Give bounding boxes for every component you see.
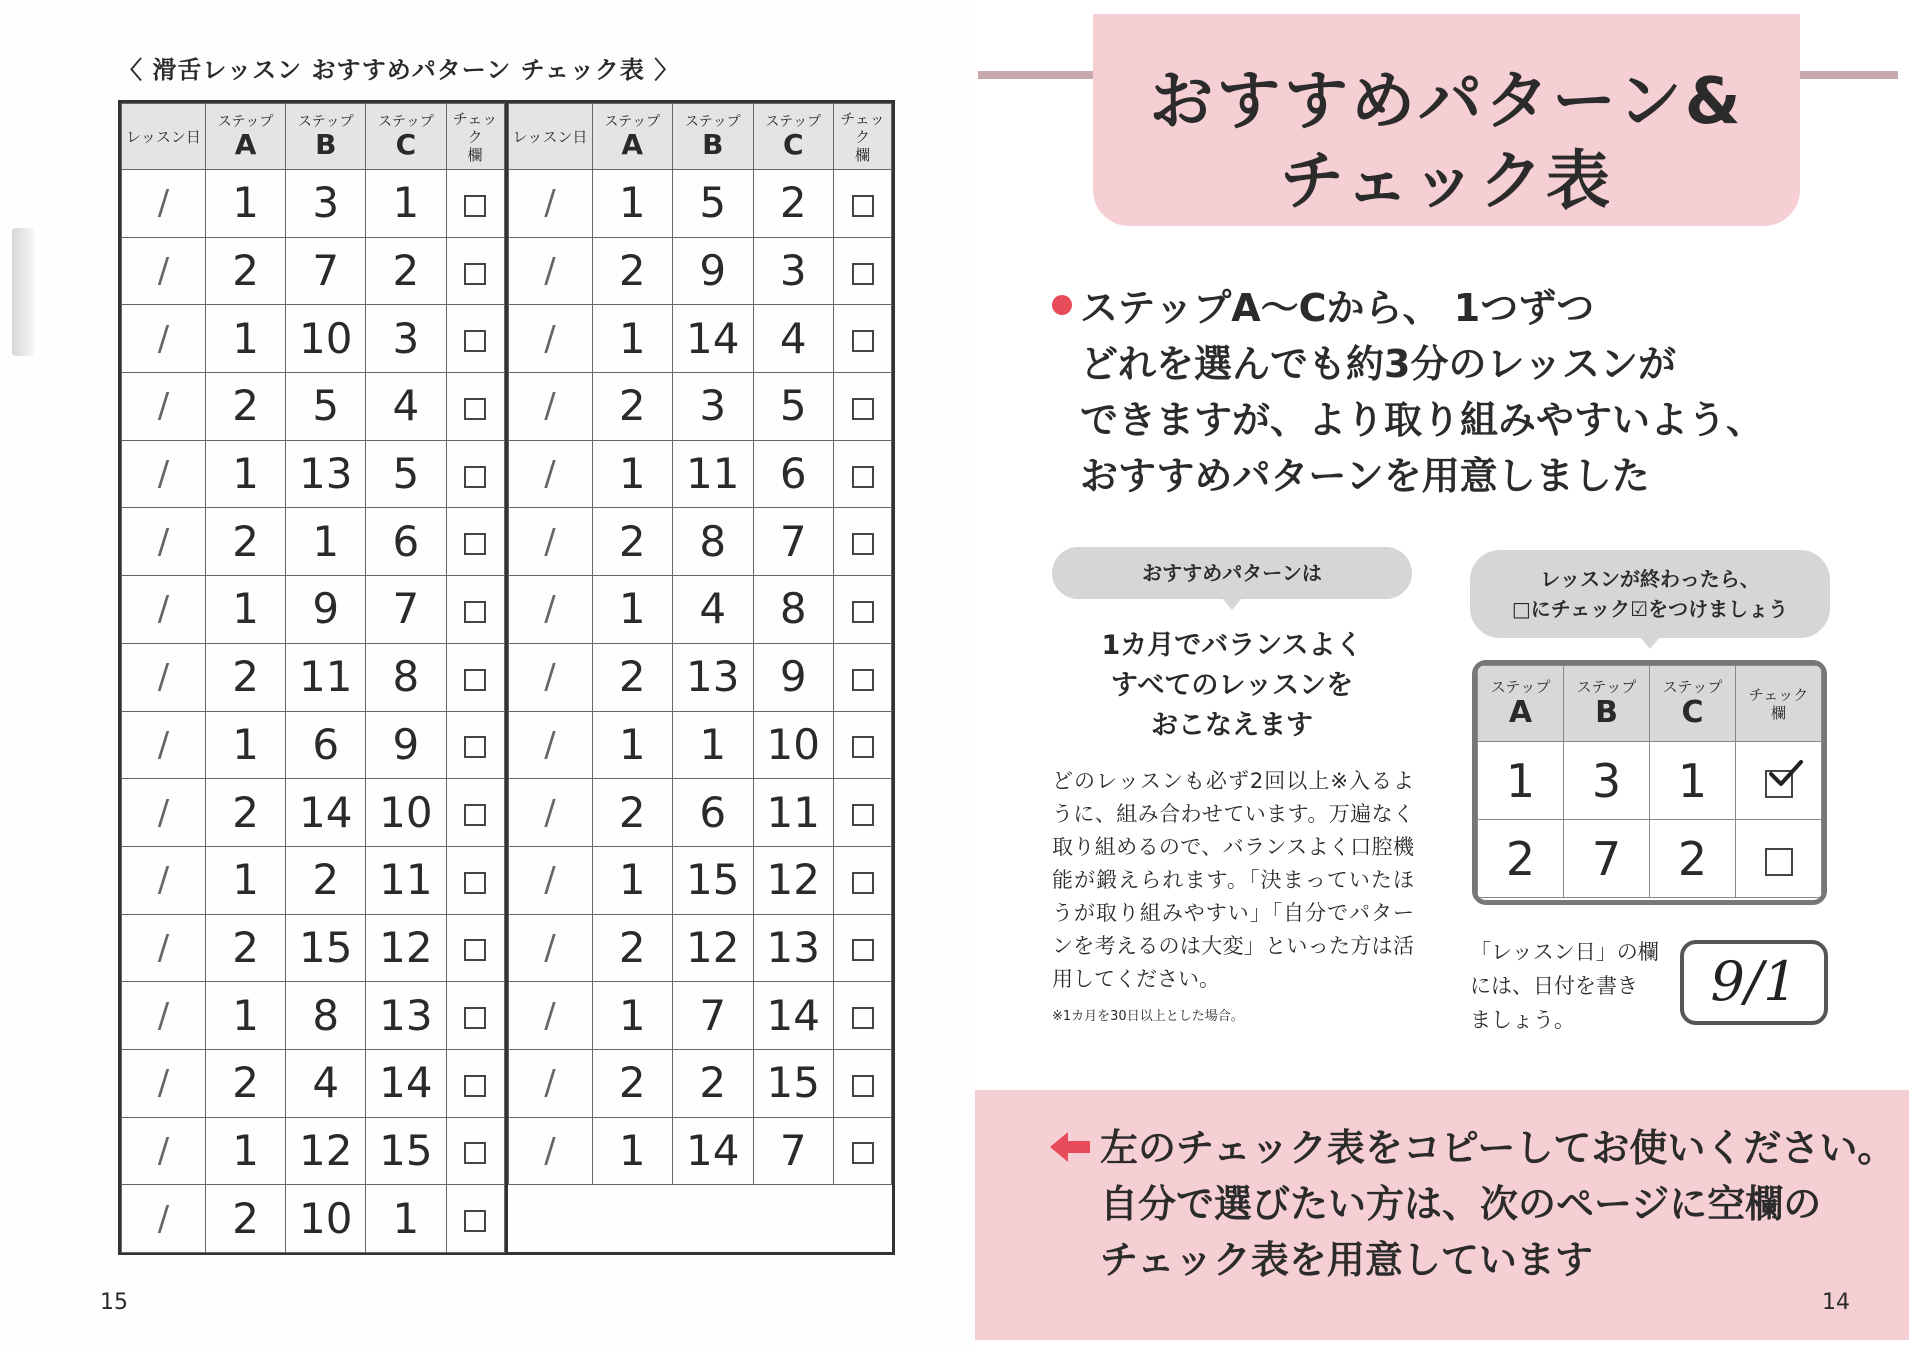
check-cell — [446, 643, 504, 711]
left-arrow-icon — [1050, 1130, 1090, 1164]
decorative-line-right — [1798, 71, 1898, 79]
lesson-day-cell[interactable]: / — [122, 846, 206, 914]
page-number-right: 14 — [1822, 1290, 1850, 1315]
step-c-cell: 13 — [753, 914, 834, 982]
lesson-day-cell[interactable]: / — [122, 373, 206, 441]
table-row — [508, 576, 892, 644]
step-a-cell: 2 — [592, 237, 673, 305]
table-row — [122, 576, 505, 644]
lesson-day-cell[interactable]: / — [508, 846, 592, 914]
checkbox-icon[interactable] — [464, 804, 486, 826]
step-a-cell: 1 — [206, 846, 286, 914]
check-cell — [834, 373, 892, 441]
header-step-a: ステップ A — [206, 104, 286, 170]
header-step-c: ステップ C — [366, 104, 446, 170]
step-b-cell: 6 — [286, 711, 366, 779]
step-b-cell: 15 — [286, 914, 366, 982]
step-c-cell: 9 — [366, 711, 446, 779]
checkbox-icon[interactable] — [852, 398, 874, 420]
check-cell — [834, 846, 892, 914]
pattern-bubble-pointer — [1222, 598, 1242, 610]
lesson-day-cell[interactable]: / — [122, 982, 206, 1050]
step-a-cell: 2 — [206, 373, 286, 441]
step-a-cell: 1 — [592, 982, 673, 1050]
step-a-cell: 1 — [592, 1117, 673, 1185]
check-table-right-half — [508, 103, 893, 1252]
step-b-cell: 14 — [673, 1117, 754, 1185]
checkbox-icon[interactable] — [464, 398, 486, 420]
step-c-cell: 5 — [753, 373, 834, 441]
footnote: ※1カ月を30日以上とした場合。 — [1052, 1009, 1244, 1024]
check-table-right — [508, 103, 893, 1253]
lesson-day-cell[interactable]: / — [122, 508, 206, 576]
lesson-day-cell[interactable]: / — [122, 1049, 206, 1117]
check-cell — [834, 170, 892, 238]
checkbox-icon[interactable] — [464, 1210, 486, 1232]
check-cell — [834, 440, 892, 508]
table-row — [122, 643, 505, 711]
lesson-day-cell[interactable]: / — [508, 576, 592, 644]
lesson-day-cell[interactable]: / — [508, 1049, 592, 1117]
table-row — [122, 373, 505, 441]
lesson-day-cell[interactable]: / — [122, 1185, 206, 1253]
step-b-cell: 9 — [673, 237, 754, 305]
table-row — [508, 711, 892, 779]
check-cell — [834, 1117, 892, 1185]
step-c-cell: 5 — [366, 440, 446, 508]
table-row — [122, 846, 505, 914]
step-b-cell: 6 — [673, 779, 754, 847]
step-b-cell: 8 — [673, 508, 754, 576]
table-row — [508, 1117, 892, 1185]
check-cell — [834, 643, 892, 711]
step-c-cell: 10 — [366, 779, 446, 847]
step-c-cell: 6 — [753, 440, 834, 508]
step-b-cell: 2 — [673, 1049, 754, 1117]
check-mark-icon — [1769, 760, 1803, 788]
header-step-c: ステップ C — [753, 104, 834, 170]
step-c-cell: 8 — [366, 643, 446, 711]
checkbox-icon[interactable] — [852, 939, 874, 961]
step-a-cell: 1 — [206, 982, 286, 1050]
table-row — [508, 440, 892, 508]
checkbox-icon[interactable] — [852, 263, 874, 285]
step-a-cell: 2 — [592, 1049, 673, 1117]
step-a-cell: 1 — [592, 170, 673, 238]
lead-text: 1カ月でバランスよく すべてのレッスンを おこなえます — [1101, 630, 1363, 741]
lesson-day-cell[interactable]: / — [122, 170, 206, 238]
step-a-cell: 1 — [206, 305, 286, 373]
lesson-day-cell[interactable]: / — [122, 576, 206, 644]
check-cell — [834, 576, 892, 644]
table-row — [508, 508, 892, 576]
step-a-cell: 2 — [592, 779, 673, 847]
step-c-cell: 7 — [753, 1117, 834, 1185]
check-cell — [834, 779, 892, 847]
step-b-cell: 5 — [286, 373, 366, 441]
bottom-text: 左のチェック表をコピーしてお使いください。 自分で選びたい方は、次のページに空欄の チェック表を用意しています — [1100, 1126, 1896, 1282]
step-c-cell: 6 — [366, 508, 446, 576]
check-cell — [446, 1049, 504, 1117]
step-a-cell: 1 — [592, 305, 673, 373]
checkbox-icon[interactable] — [852, 195, 874, 217]
step-a-cell: 1 — [592, 440, 673, 508]
table-row — [508, 982, 892, 1050]
checkbox-icon[interactable] — [852, 1142, 874, 1164]
checkbox-icon[interactable] — [852, 1075, 874, 1097]
header-lesson-day: レッスン日 — [508, 104, 592, 170]
step-a-cell: 2 — [592, 373, 673, 441]
check-table-title: 〈 滑舌レッスン おすすめパターン チェック表 〉 — [118, 56, 680, 84]
checkbox-icon[interactable] — [464, 330, 486, 352]
checkbox-icon[interactable] — [852, 466, 874, 488]
table-row — [122, 305, 505, 373]
header-check: チェック 欄 — [446, 104, 504, 170]
step-c-cell: 10 — [753, 711, 834, 779]
table-row — [508, 779, 892, 847]
header-check: チェック 欄 — [834, 104, 892, 170]
sample-table — [1472, 660, 1827, 905]
lesson-day-cell[interactable]: / — [122, 914, 206, 982]
sample-check-table — [1477, 665, 1822, 898]
step-b-cell: 4 — [673, 576, 754, 644]
step-b-cell: 3 — [673, 373, 754, 441]
sample-header-check: チェック 欄 — [1736, 666, 1822, 742]
check-cell — [834, 1049, 892, 1117]
lesson-day-cell[interactable]: / — [508, 779, 592, 847]
table-row — [508, 1185, 892, 1253]
lesson-day-cell[interactable]: / — [508, 170, 592, 238]
checkbox-icon[interactable] — [464, 1007, 486, 1029]
check-cell — [446, 170, 504, 238]
decorative-line-left — [978, 71, 1096, 79]
check-cell — [834, 508, 892, 576]
lesson-day-cell[interactable]: / — [122, 305, 206, 373]
body-text: どのレッスンも必ず2回以上※入るように、組み合わせています。万遍なく取り組めるので、バランスよく口腔機能が鍛えられます。「決まっていたほうが取り組みやすい」「自分でパターンを考えるのは大変」といった方は活用してください。 — [1052, 769, 1414, 991]
step-b-cell: 15 — [673, 846, 754, 914]
step-b-cell: 2 — [286, 846, 366, 914]
step-b-cell: 10 — [286, 305, 366, 373]
check-cell — [446, 305, 504, 373]
step-c-cell: 14 — [753, 982, 834, 1050]
step-c-cell: 1 — [366, 170, 446, 238]
step-b-cell: 12 — [286, 1117, 366, 1185]
lesson-day-cell[interactable]: / — [508, 305, 592, 373]
step-a-cell: 2 — [206, 779, 286, 847]
checkbox-icon[interactable] — [464, 736, 486, 758]
sample-row: 2 7 2 — [1478, 820, 1822, 898]
check-cell — [446, 846, 504, 914]
empty-row-cell — [508, 1185, 892, 1253]
step-c-cell: 3 — [753, 237, 834, 305]
step-b-cell: 9 — [286, 576, 366, 644]
step-b-cell: 13 — [673, 643, 754, 711]
step-b-cell: 3 — [286, 170, 366, 238]
table-row — [122, 170, 505, 238]
lesson-day-cell[interactable]: / — [122, 643, 206, 711]
date-note: 「レッスン日」の欄 には、日付を書き ましょう。 — [1470, 940, 1659, 1032]
check-cell — [834, 711, 892, 779]
checkbox-icon[interactable] — [852, 804, 874, 826]
step-b-cell: 10 — [286, 1185, 366, 1253]
sample-header-step-a: ステップ A — [1478, 666, 1564, 742]
check-cell — [446, 440, 504, 508]
step-c-cell: 7 — [753, 508, 834, 576]
check-table-left — [121, 103, 505, 1253]
step-c-cell: 2 — [753, 170, 834, 238]
table-row — [122, 1049, 505, 1117]
page-title-line2: チェック表 — [1279, 145, 1614, 219]
check-cell — [446, 373, 504, 441]
step-a-cell: 2 — [592, 643, 673, 711]
table-row — [122, 237, 505, 305]
check-table-left-half — [121, 103, 508, 1252]
page-title-box — [1093, 14, 1800, 226]
step-b-cell: 12 — [673, 914, 754, 982]
check-instruction-bubble: レッスンが終わったら、 □にチェック☑をつけましょう — [1470, 550, 1830, 638]
checkbox-icon[interactable] — [852, 1007, 874, 1029]
step-b-cell: 8 — [286, 982, 366, 1050]
step-a-cell: 1 — [592, 711, 673, 779]
checkbox-icon[interactable] — [464, 195, 486, 217]
checkbox-icon[interactable] — [852, 669, 874, 691]
check-bubble-pointer — [1640, 637, 1660, 649]
step-a-cell: 1 — [206, 440, 286, 508]
table-row — [508, 643, 892, 711]
table-row — [122, 982, 505, 1050]
intro-text: ステップA〜Cから、 1つずつ どれを選んでも約3分のレッスンが できますが、より取り組みやすいよう、 おすすめパターンを用意しました — [1080, 286, 1765, 498]
step-b-cell: 4 — [286, 1049, 366, 1117]
step-a-cell: 2 — [592, 508, 673, 576]
table-row — [122, 711, 505, 779]
sample-header-step-b: ステップ B — [1564, 666, 1650, 742]
check-cell — [834, 237, 892, 305]
checkbox-icon[interactable] — [464, 669, 486, 691]
step-b-cell: 13 — [286, 440, 366, 508]
step-a-cell: 2 — [592, 914, 673, 982]
sample-row: 1 3 1 — [1478, 742, 1822, 820]
lesson-day-cell[interactable]: / — [508, 440, 592, 508]
table-row — [122, 1185, 505, 1253]
table-row — [122, 440, 505, 508]
check-cell — [834, 305, 892, 373]
checkbox-icon[interactable] — [852, 736, 874, 758]
lesson-day-cell[interactable]: / — [508, 982, 592, 1050]
step-a-cell: 1 — [206, 711, 286, 779]
step-c-cell: 3 — [366, 305, 446, 373]
step-b-cell: 1 — [286, 508, 366, 576]
check-cell — [446, 1185, 504, 1253]
header-lesson-day: レッスン日 — [122, 104, 206, 170]
table-row — [122, 779, 505, 847]
checkbox-icon[interactable] — [464, 533, 486, 555]
step-b-cell: 14 — [673, 305, 754, 373]
check-cell — [834, 914, 892, 982]
lesson-day-cell[interactable]: / — [122, 779, 206, 847]
page-title-line1: おすすめパターン& — [1149, 65, 1744, 139]
table-row — [508, 846, 892, 914]
step-c-cell: 11 — [753, 779, 834, 847]
step-c-cell: 15 — [366, 1117, 446, 1185]
table-row — [508, 305, 892, 373]
check-cell — [446, 1117, 504, 1185]
checkbox-icon[interactable] — [852, 330, 874, 352]
check-table — [118, 100, 895, 1255]
step-a-cell: 2 — [206, 643, 286, 711]
checkbox-icon[interactable] — [852, 601, 874, 623]
sample-header-step-c: ステップ C — [1650, 666, 1736, 742]
scan-shadow — [12, 228, 34, 356]
checkbox-icon[interactable] — [464, 939, 486, 961]
step-a-cell: 2 — [206, 1049, 286, 1117]
pattern-bubble: おすすめパターンは — [1052, 547, 1412, 599]
header-step-b: ステップ B — [286, 104, 366, 170]
step-c-cell: 9 — [753, 643, 834, 711]
step-a-cell: 2 — [206, 1185, 286, 1253]
step-c-cell: 4 — [753, 305, 834, 373]
checkbox-icon[interactable] — [852, 872, 874, 894]
step-c-cell: 12 — [753, 846, 834, 914]
step-c-cell: 4 — [366, 373, 446, 441]
check-cell — [446, 711, 504, 779]
lesson-day-cell[interactable]: / — [122, 1117, 206, 1185]
checkbox-icon[interactable] — [464, 263, 486, 285]
table-row — [122, 914, 505, 982]
step-a-cell: 2 — [206, 237, 286, 305]
step-c-cell: 8 — [753, 576, 834, 644]
step-b-cell: 5 — [673, 170, 754, 238]
table-row — [508, 237, 892, 305]
lesson-day-cell[interactable]: / — [508, 1117, 592, 1185]
step-c-cell: 2 — [366, 237, 446, 305]
date-example-box: 9/1 — [1680, 940, 1828, 1025]
table-row — [122, 508, 505, 576]
step-a-cell: 1 — [206, 1117, 286, 1185]
step-c-cell: 14 — [366, 1049, 446, 1117]
check-cell — [834, 982, 892, 1050]
step-a-cell: 1 — [206, 576, 286, 644]
table-row — [508, 373, 892, 441]
step-c-cell: 11 — [366, 846, 446, 914]
lesson-day-cell[interactable]: / — [508, 237, 592, 305]
checkbox-icon[interactable] — [464, 466, 486, 488]
step-b-cell: 7 — [286, 237, 366, 305]
check-cell — [446, 508, 504, 576]
page-number-left: 15 — [100, 1290, 128, 1315]
step-a-cell: 2 — [206, 914, 286, 982]
checkbox-icon[interactable] — [464, 1142, 486, 1164]
checkbox-icon[interactable] — [464, 1075, 486, 1097]
step-b-cell: 11 — [673, 440, 754, 508]
lesson-day-cell[interactable]: / — [508, 373, 592, 441]
step-c-cell: 7 — [366, 576, 446, 644]
table-row — [508, 914, 892, 982]
lesson-day-cell[interactable]: / — [508, 643, 592, 711]
step-c-cell: 15 — [753, 1049, 834, 1117]
lesson-day-cell[interactable]: / — [508, 508, 592, 576]
check-cell — [446, 779, 504, 847]
step-c-cell: 1 — [366, 1185, 446, 1253]
step-a-cell: 1 — [592, 576, 673, 644]
step-c-cell: 13 — [366, 982, 446, 1050]
step-b-cell: 11 — [286, 643, 366, 711]
step-b-cell: 14 — [286, 779, 366, 847]
bullet-dot-icon — [1052, 295, 1072, 315]
table-row — [508, 1049, 892, 1117]
step-b-cell: 1 — [673, 711, 754, 779]
checkbox-icon[interactable] — [464, 872, 486, 894]
checked-checkbox-icon — [1765, 770, 1793, 798]
step-c-cell: 12 — [366, 914, 446, 982]
table-row — [122, 1117, 505, 1185]
checkbox-icon — [1765, 848, 1793, 876]
check-cell — [446, 914, 504, 982]
lesson-day-cell[interactable]: / — [122, 711, 206, 779]
table-row — [508, 170, 892, 238]
lesson-day-cell[interactable]: / — [122, 237, 206, 305]
step-a-cell: 1 — [206, 170, 286, 238]
header-step-a: ステップ A — [592, 104, 673, 170]
checkbox-icon[interactable] — [464, 601, 486, 623]
check-cell — [446, 982, 504, 1050]
lesson-day-cell[interactable]: / — [508, 914, 592, 982]
header-step-b: ステップ B — [673, 104, 754, 170]
check-cell — [446, 576, 504, 644]
lesson-day-cell[interactable]: / — [508, 711, 592, 779]
step-b-cell: 7 — [673, 982, 754, 1050]
step-a-cell: 2 — [206, 508, 286, 576]
lesson-day-cell[interactable]: / — [122, 440, 206, 508]
step-a-cell: 1 — [592, 846, 673, 914]
check-cell — [446, 237, 504, 305]
checkbox-icon[interactable] — [852, 533, 874, 555]
